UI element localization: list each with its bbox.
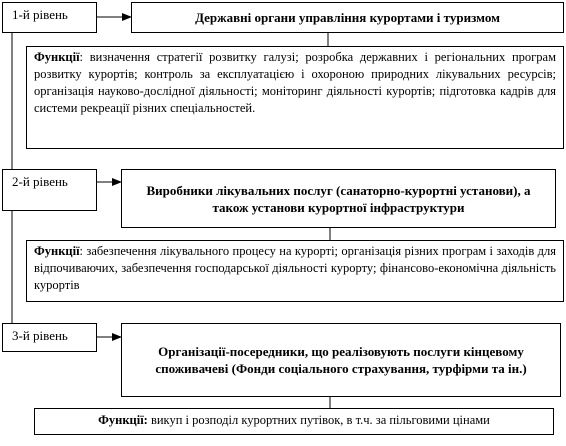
- level-2-label: [2, 169, 97, 211]
- level-1-functions-text: : визначення стратегії розвитку галузі; розробка державних і регіональних програм розвитку курортів; контроль за експлуатацією і охороною природних лікувальних ресурсів; організація науково-дослідної діяльності; моніторинг діяльності курортів; підготовка кадрів для системи рекреації різних спеціальностей.: [34, 50, 556, 115]
- level-2-functions-label: Функції: [34, 244, 80, 258]
- level-1-label: [2, 2, 97, 33]
- level-3-functions: [34, 408, 554, 435]
- level-2-heading-text: Виробники лікувальних послуг (санаторно-курортні установи), а також установи курортної інфраструктури: [146, 182, 531, 215]
- level-2-label-text: 2-й рівень: [12, 174, 68, 189]
- level-1-heading: [131, 2, 564, 33]
- level-2-heading: [121, 169, 556, 228]
- level-3-heading: [121, 323, 561, 397]
- level-2-functions: [26, 240, 564, 302]
- level-1-heading-text: Державні органи управління курортами і туризмом: [195, 10, 500, 25]
- level-1-functions: [26, 46, 564, 149]
- level-3-label-text: 3-й рівень: [12, 328, 68, 343]
- level-1-label-text: 1-й рівень: [12, 7, 68, 22]
- level-3-label: [2, 323, 97, 352]
- level-3-heading-text: Організації-посередники, що реалізовують послуги кінцевому споживачеві (Фонди соціального страхування, турфірми та ін.): [155, 344, 527, 376]
- level-1-functions-label: Функції: [34, 50, 80, 64]
- level-3-functions-text: викуп і розподіл курортних путівок, в т.ч. за пільговими цінами: [147, 413, 490, 427]
- level-3-functions-label: Функції:: [98, 413, 148, 427]
- level-2-functions-text: : забезпечення лікувального процесу на курорті; організація різних програм і заходів для відпочиваючих, забезпечення господарської діяльності курорту; фінансово-економічна діяльність курортів: [34, 244, 556, 292]
